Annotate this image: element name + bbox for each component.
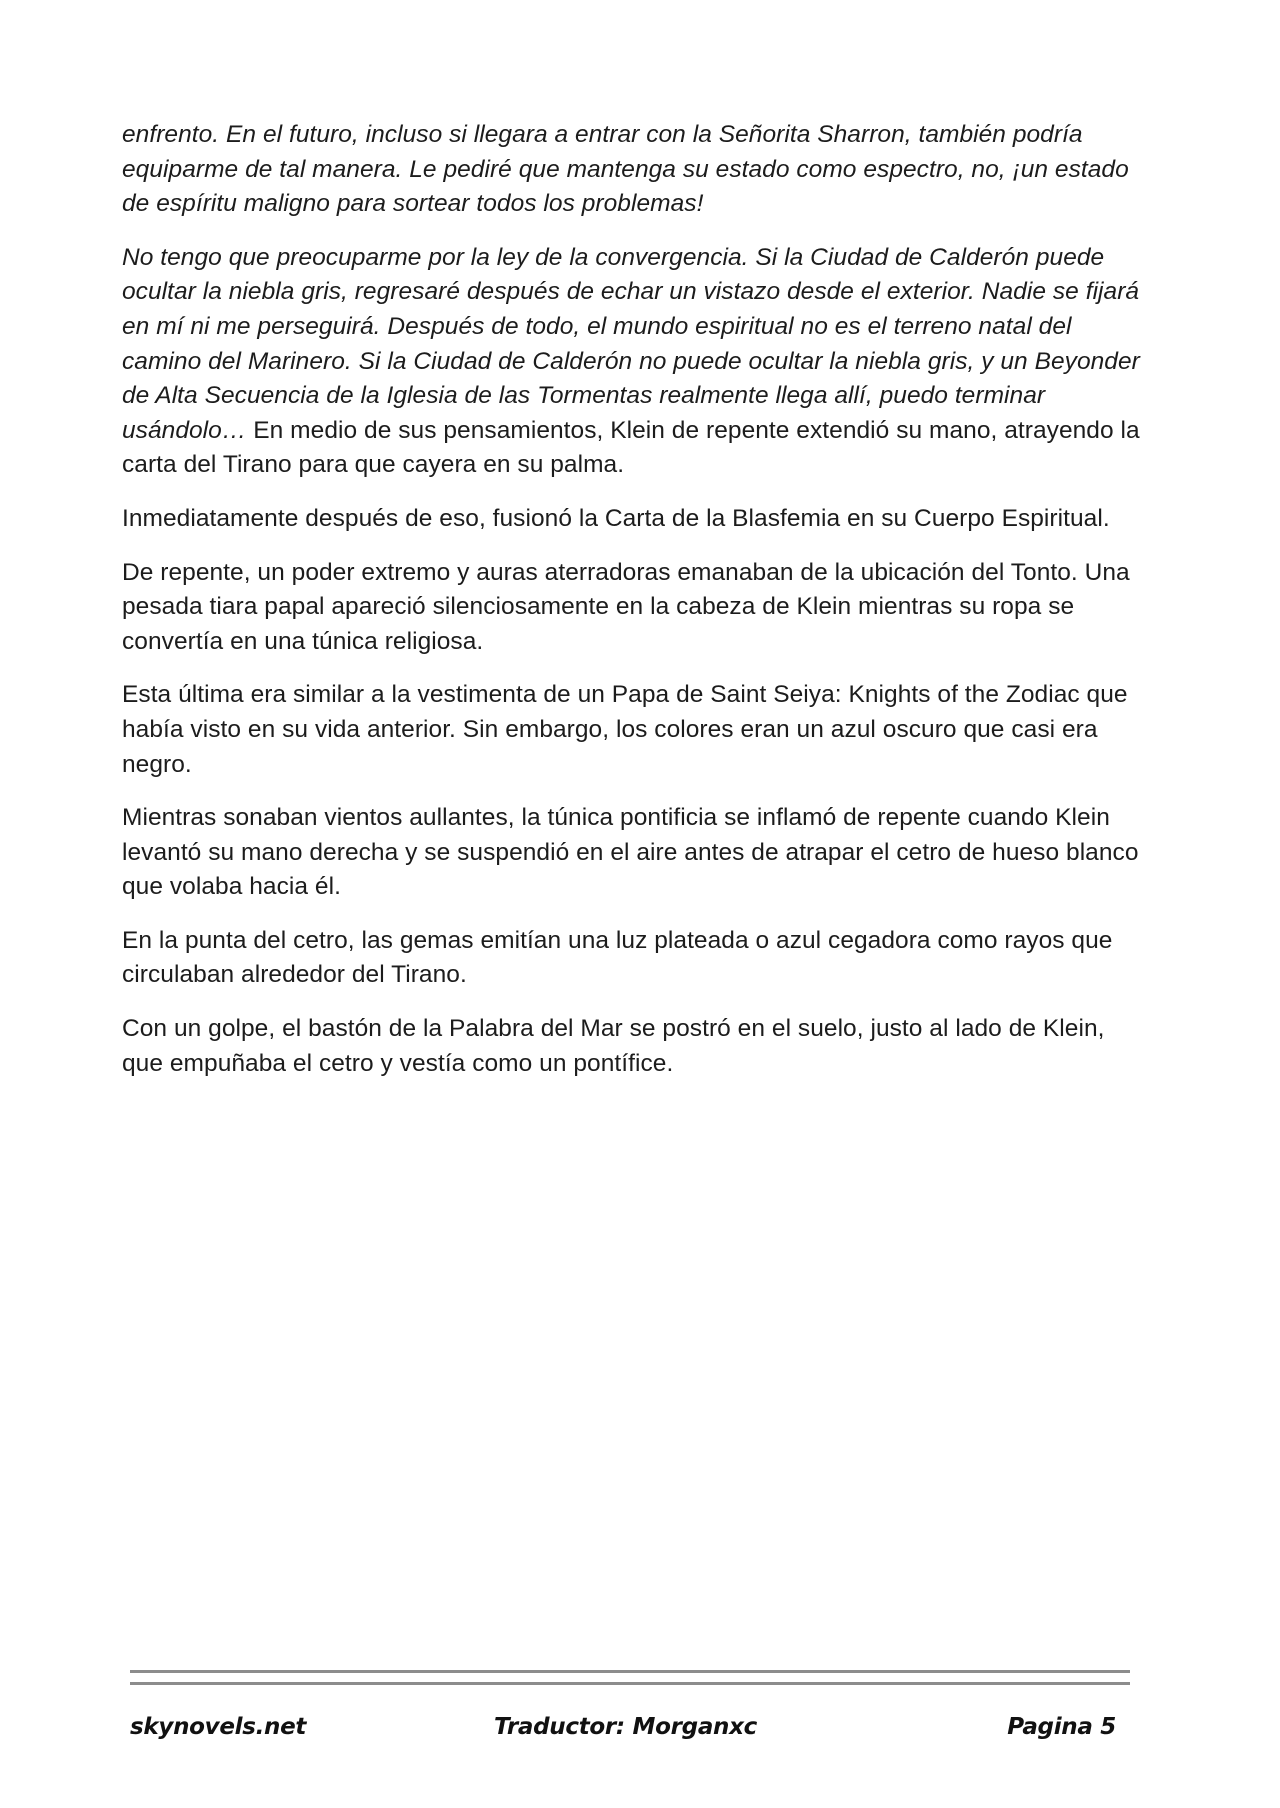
paragraph-2-italic: No tengo que preocuparme por la ley de la convergencia. Si la Ciudad de Calderón puede ocultar la niebla gris, regresaré después de echar un vistazo desde el exterior. Nadie se fijará en mí ni me perseguirá. Después de todo, el mundo espiritual no es el terreno natal del camino del Marinero. Si la Ciudad de Calderón no puede ocultar la niebla gris, y un Beyonder de Alta Secuencia de la Iglesia de las Tormentas realmente llega allí, puedo terminar usándolo… xyxy=(122,243,1140,444)
paragraph-8 xyxy=(122,1012,1142,1081)
paragraph-4 xyxy=(122,556,1142,660)
paragraph-7 xyxy=(122,924,1142,993)
paragraph-7-text: En la punta del cetro, las gemas emitían una luz plateada o azul cegadora como rayos que circulaban alrededor del Tirano. xyxy=(122,926,1113,989)
paragraph-8-text: Con un golpe, el bastón de la Palabra del Mar se postró en el suelo, justo al lado de Klein, que empuñaba el cetro y vestía como un pontífice. xyxy=(122,1015,1105,1077)
paragraph-1 xyxy=(122,118,1142,222)
footer-translator: Traductor: Morganxc xyxy=(494,1714,758,1740)
paragraph-3 xyxy=(122,502,1142,537)
paragraph-6-text: Mientras sonaban vientos aullantes, la túnica pontificia se inflamó de repente cuando Klein levantó su mano derecha y se suspendió en el aire antes de atrapar el cetro de hueso blanco que volaba hacia él. xyxy=(122,804,1139,901)
footer-divider xyxy=(130,1670,1130,1686)
footer-page-number: Pagina 5 xyxy=(1007,1714,1116,1740)
paragraph-5 xyxy=(122,678,1142,782)
paragraph-2-text: En medio de sus pensamientos, Klein de repente extendió su mano, atrayendo la carta del Tirano para que cayera en su palma. xyxy=(122,416,1140,479)
paragraph-2 xyxy=(122,241,1142,483)
paragraph-1-italic: enfrento. En el futuro, incluso si llegara a entrar con la Señorita Sharron, también podría equiparme de tal manera. Le pediré que mantenga su estado como espectro, no, ¡un estado de espíritu maligno para sortear todos los problemas! xyxy=(122,121,1129,218)
paragraph-6 xyxy=(122,801,1142,905)
footer-rule-top xyxy=(130,1670,1130,1673)
footer-site: skynovels.net xyxy=(130,1714,307,1740)
footer-rule-bottom xyxy=(130,1682,1130,1685)
page-body xyxy=(122,118,1142,1100)
paragraph-5-text: Esta última era similar a la vestimenta de un Papa de Saint Seiya: Knights of the Zodiac que había visto en su vida anterior. Sin embargo, los colores eran un azul oscuro que casi era negro. xyxy=(122,681,1128,778)
paragraph-4-text: De repente, un poder extremo y auras aterradoras emanaban de la ubicación del Tonto. Una pesada tiara papal apareció silenciosamente en la cabeza de Klein mientras su ropa se convertía en una túnica religiosa. xyxy=(122,558,1130,655)
paragraph-3-text: Inmediatamente después de eso, fusionó la Carta de la Blasfemia en su Cuerpo Espiritual. xyxy=(122,504,1110,532)
